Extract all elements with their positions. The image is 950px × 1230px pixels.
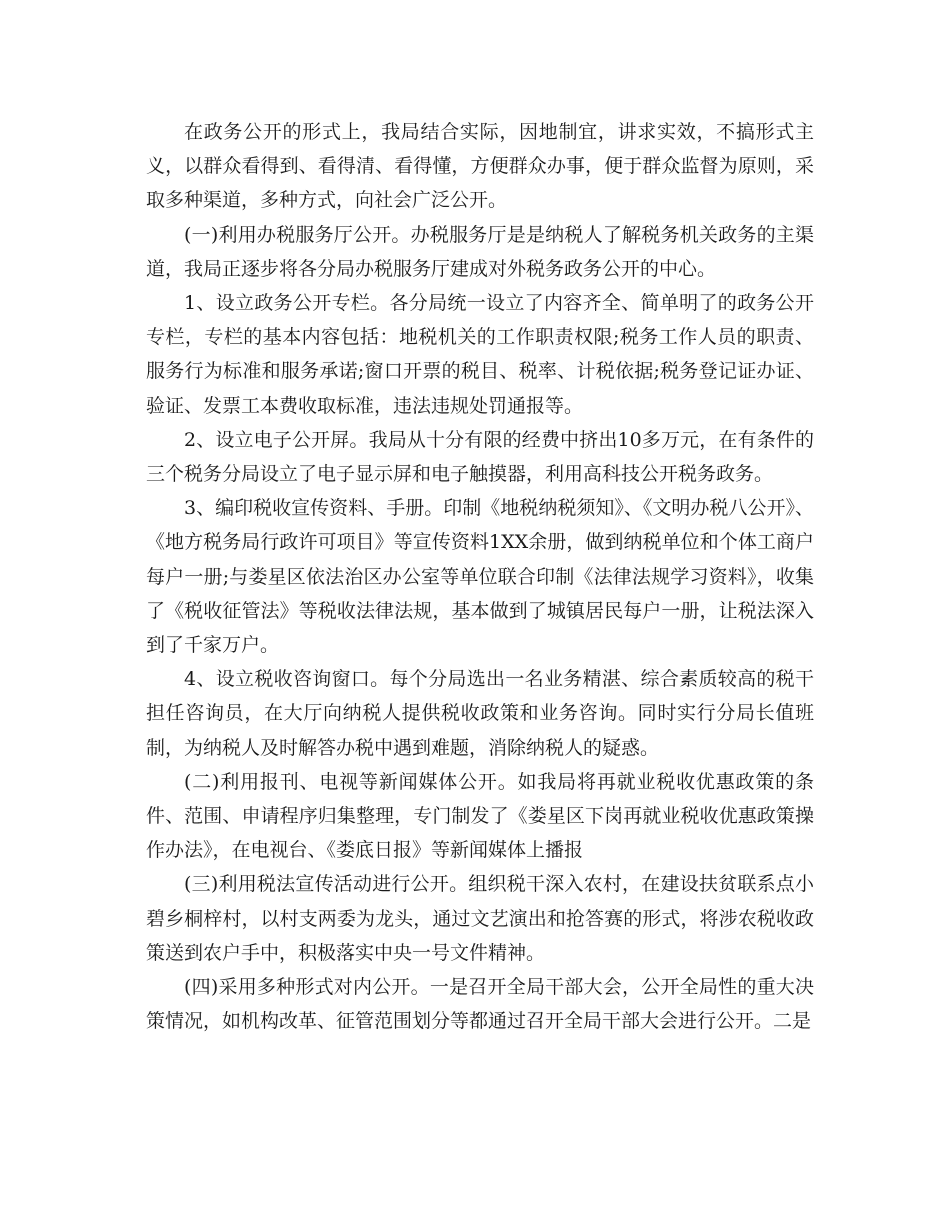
- paragraph-section-3: (三)利用税法宣传活动进行公开。组织税干深入农村，在建设扶贫联系点小碧乡桐梓村，以村支两委为龙头，通过文艺演出和抢答赛的形式，将涉农税收政策送到农户手中，积极落实中央一号文件精神。: [146, 873, 814, 964]
- paragraph-intro: 在政务公开的形式上，我局结合实际，因地制宜，讲求实效，不搞形式主义，以群众看得到、看得清、看得懂，方便群众办事，便于群众监督为原则，采取多种渠道，多种方式，向社会广泛公开。: [146, 121, 814, 212]
- paragraph-item-2: 2、设立电子公开屏。我局从十分有限的经费中挤出10多万元，在有条件的三个税务分局设立了电子显示屏和电子触摸器，利用高科技公开税务政务。: [146, 428, 814, 486]
- paragraph-item-3: 3、编印税收宣传资料、手册。印制《地税纳税须知》、《文明办税八公开》、《地方税务局行政许可项目》等宣传资料1XX余册，做到纳税单位和个体工商户每户一册;与娄星区依法治区办公室等单位联合印制《法律法规学习资料》，收集了《税收征管法》等税收法律法规，基本做到了城镇居民每户一册，让税法深入到了千家万户。: [146, 497, 814, 657]
- document-body: [146, 115, 814, 1038]
- paragraph-section-1: (一)利用办税服务厅公开。办税服务厅是是纳税人了解税务机关政务的主渠道，我局正逐步将各分局办税服务厅建成对外税务政务公开的中心。: [146, 223, 814, 280]
- paragraph-section-4: (四)采用多种形式对内公开。一是召开全局干部大会，公开全局性的重大决策情况，如机构改革、征管范围划分等都通过召开全局干部大会进行公开。二是: [146, 976, 814, 1033]
- paragraph-item-4: 4、设立税收咨询窗口。每个分局选出一名业务精湛、综合素质较高的税干担任咨询员，在大厅向纳税人提供税收政策和业务咨询。同时实行分局长值班制，为纳税人及时解答办税中遇到难题，消除纳税人的疑惑。: [146, 668, 814, 759]
- paragraph-item-1: 1、设立政务公开专栏。各分局统一设立了内容齐全、简单明了的政务公开专栏，专栏的基本内容包括：地税机关的工作职责权限;税务工作人员的职责、服务行为标准和服务承诺;窗口开票的税目、税率、计税依据;税务登记证办证、验证、发票工本费收取标准，违法违规处罚通报等。: [146, 292, 814, 417]
- paragraph-section-2: (二)利用报刊、电视等新闻媒体公开。如我局将再就业税收优惠政策的条件、范围、申请程序归集整理，专门制发了《娄星区下岗再就业税收优惠政策操作办法》，在电视台、《娄底日报》等新闻媒体上播报: [146, 770, 814, 862]
